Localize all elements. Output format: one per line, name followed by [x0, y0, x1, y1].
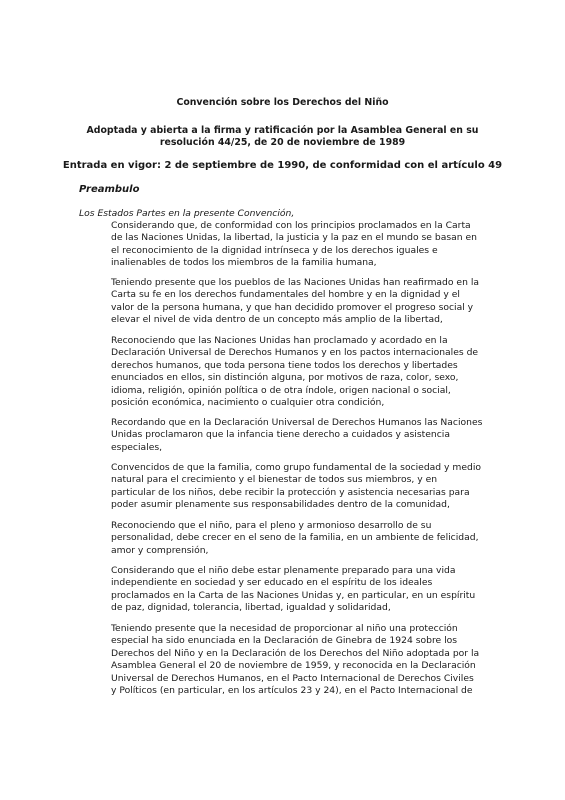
- paragraph-line: Considerando que el niño debe estar plenamente preparado para una vida: [111, 565, 456, 576]
- paragraph-line: valor de la persona humana, y que han decidido promover el progreso social y: [111, 301, 474, 313]
- paragraph-line: Considerando que, de conformidad con los principios proclamados en la Carta: [111, 220, 471, 231]
- paragraph-line: particular de los niños, debe recibir la protección y asistencia necesarias para: [111, 486, 470, 498]
- paragraph-line: Universal de Derechos Humanos, en el Pacto Internacional de Derechos Civiles: [111, 672, 474, 684]
- paragraph-line: elevar el nivel de vida dentro de un concepto más amplio de la libertad,: [111, 314, 443, 326]
- preamble-paragraph: [111, 565, 491, 615]
- paragraph-line: proclamados en la Carta de las Naciones Unidas y, en particular, en un espíritu: [111, 589, 476, 601]
- paragraph-line: independiente en sociedad y ser educado en el espíritu de los ideales: [111, 577, 433, 589]
- paragraph-line: especiales,: [111, 441, 163, 453]
- paragraph-line: Derechos del Niño y en la Declaración de los Derechos del Niño adoptada por la: [111, 647, 480, 659]
- paragraph-line: enunciados en ellos, sin distinción alguna, por motivos de raza, color, sexo,: [111, 372, 459, 384]
- paragraph-line: poder asumir plenamente sus responsabilidades dentro de la comunidad,: [111, 499, 450, 511]
- paragraph-line: derechos humanos, que toda persona tiene todos los derechos y libertades: [111, 359, 458, 371]
- paragraph-line: idioma, religión, opinión política o de otra índole, origen nacional o social,: [111, 384, 451, 396]
- paragraph-line: Teniendo presente que la necesidad de proporcionar al niño una protección: [111, 623, 458, 634]
- paragraph-line: Carta su fe en los derechos fundamentales del hombre y en la dignidad y el: [111, 289, 460, 301]
- document-title: Convención sobre los Derechos del Niño: [176, 97, 389, 108]
- paragraph-line: el reconocimiento de la dignidad intrínseca y de los derechos iguales e: [111, 244, 438, 256]
- paragraph-line: natural para el crecimiento y el bienestar de todos sus miembros, y en: [111, 474, 438, 486]
- paragraph-line: inalienables de todos los miembros de la familia humana,: [111, 257, 377, 269]
- paragraph-line: especial ha sido enunciada en la Declaración de Ginebra de 1924 sobre los: [111, 635, 458, 647]
- paragraph-line: Asamblea General el 20 de noviembre de 1959, y reconocida en la Declaración: [111, 660, 476, 672]
- paragraph-line: Reconociendo que las Naciones Unidas han proclamado y acordado en la: [111, 335, 448, 346]
- preamble-paragraph: [111, 220, 491, 270]
- adoption-statement: [0, 125, 565, 149]
- preamble-paragraph: [111, 277, 491, 327]
- paragraph-line: de paz, dignidad, tolerancia, libertad, igualdad y solidaridad,: [111, 602, 391, 614]
- paragraph-line: Declaración Universal de Derechos Humanos y en los pactos internacionales de: [111, 347, 479, 359]
- paragraph-line: personalidad, debe crecer en el seno de la familia, en un ambiente de felicidad,: [111, 532, 479, 544]
- preamble-heading: Preambulo: [79, 184, 140, 195]
- preamble-paragraph: [111, 623, 491, 697]
- paragraph-line: posición económica, nacimiento o cualquier otra condición,: [111, 397, 385, 409]
- adoption-line: resolución 44/25, de 20 de noviembre de 1989: [159, 137, 406, 148]
- preamble-paragraph: [111, 462, 491, 512]
- paragraph-line: y Políticos (en particular, en los artículos 23 y 24), en el Pacto Internacional de: [111, 685, 473, 697]
- paragraph-line: Convencidos de que la familia, como grupo fundamental de la sociedad y medio: [111, 462, 482, 473]
- paragraph-line: amor y comprensión,: [111, 544, 209, 556]
- entry-into-force: Entrada en vigor: 2 de septiembre de 1990, de conformidad con el artículo 49: [62, 160, 503, 171]
- paragraph-line: Recordando que en la Declaración Universal de Derechos Humanos las Naciones: [111, 417, 483, 428]
- paragraph-line: de las Naciones Unidas, la libertad, la justicia y la paz en el mundo se basan en: [111, 232, 477, 244]
- paragraph-line: Reconociendo que el niño, para el pleno y armonioso desarrollo de su: [111, 520, 432, 531]
- preamble-paragraph: [111, 335, 491, 409]
- paragraph-line: Teniendo presente que los pueblos de las Naciones Unidas han reafirmado en la: [111, 277, 480, 288]
- preamble-paragraph: [111, 417, 491, 454]
- preamble-intro: Los Estados Partes en la presente Convención,: [79, 208, 295, 219]
- adoption-line: Adoptada y abierta a la firma y ratificación por la Asamblea General en su: [86, 125, 479, 136]
- paragraph-line: Unidas proclamaron que la infancia tiene derecho a cuidados y asistencia: [111, 429, 450, 441]
- preamble-paragraph: [111, 520, 491, 557]
